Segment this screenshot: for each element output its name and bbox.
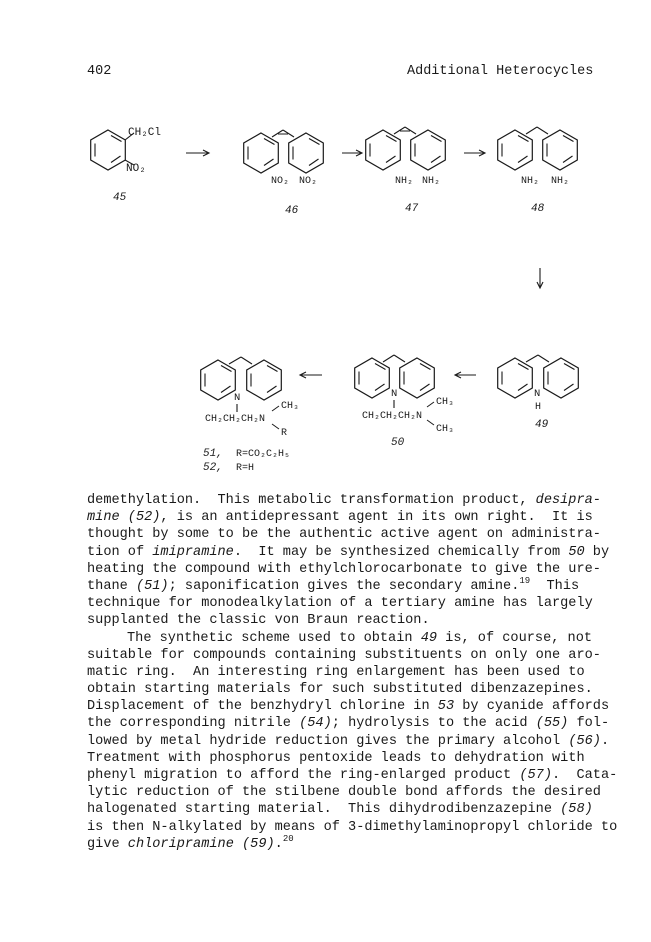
text-segment: (51)	[135, 578, 169, 594]
text-segment: is, of course, not	[437, 630, 593, 646]
text-segment: . It may be synthesized chemically from	[233, 544, 569, 560]
text-segment: thought by some to be the authentic active agent on administra-	[87, 527, 601, 543]
text-segment: (57)	[519, 768, 552, 783]
compound-legend	[203, 448, 290, 474]
c47-label: 47	[405, 203, 419, 215]
c50-label: 50	[391, 437, 405, 449]
compound-48	[498, 127, 578, 215]
c50-ch3-top: CH₃	[436, 397, 455, 408]
text-segment: phenyl migration to afford the ring-enlarged product	[87, 768, 520, 783]
legend-51-num: 51,	[203, 448, 223, 460]
text-segment: is then N-alkylated by means of 3-dimethylaminopropyl chloride to	[87, 819, 618, 835]
c51-ch3: CH₃	[281, 401, 300, 412]
text-segment: the corresponding nitrile	[87, 716, 300, 732]
compound-46	[244, 130, 324, 217]
c48-nh2-right: NH₂	[551, 176, 570, 187]
text-line	[87, 544, 610, 561]
text-line	[87, 664, 587, 681]
text-segment: ; saponification gives the secondary amine.	[168, 578, 520, 594]
text-segment: This	[530, 578, 580, 594]
text-segment: (54)	[299, 716, 332, 732]
text-segment: chloripramine (59)	[127, 836, 275, 852]
text-segment: halogenated starting material. This dihydrodibenzazepine	[87, 802, 561, 818]
c50-ch3-bottom: CH₃	[436, 424, 455, 435]
c49-h: H	[535, 402, 542, 413]
text-line	[87, 492, 601, 509]
c48-nh2-left: NH₂	[521, 176, 540, 187]
text-line	[87, 561, 601, 578]
c45-label: 45	[113, 192, 127, 204]
text-segment: . Cata-	[552, 768, 618, 783]
arrow-48-49	[537, 268, 543, 288]
text-segment: matic ring. An interesting ring enlargement has been used to	[87, 664, 585, 680]
c46-label: 46	[285, 205, 299, 217]
compound-51	[201, 357, 299, 439]
arrow-50-51	[300, 372, 322, 378]
text-segment: lytic reduction of the stilbene double bond affords the desired	[87, 785, 601, 801]
c51-r: R	[281, 428, 288, 439]
c47-nh2-left: NH₂	[395, 176, 414, 187]
footnote-ref: 20	[282, 833, 294, 844]
c50-chain: CH₂CH₂CH₂N	[362, 411, 423, 422]
arrow-47-48	[464, 150, 485, 156]
text-segment: lowed by metal hydride reduction gives the primary alcohol	[87, 733, 569, 749]
text-line	[87, 612, 587, 629]
text-segment: obtain starting materials for such substituted dibenzazepines.	[87, 682, 593, 698]
c49-n: N	[534, 388, 541, 400]
legend-51-def: R=CO₂C₂H₅	[236, 449, 291, 460]
text-segment: 53	[437, 699, 455, 715]
footnote-ref: 19	[519, 575, 531, 586]
text-segment: .	[274, 836, 283, 852]
text-segment: mine (52)	[87, 510, 161, 526]
text-segment: 49	[420, 630, 438, 646]
text-segment: desipra-	[535, 493, 601, 508]
text-segment: imipramine	[152, 544, 234, 560]
text-line	[87, 801, 593, 818]
c49-label: 49	[535, 419, 549, 431]
c50-n: N	[391, 388, 398, 400]
text-segment: demethylation. This metabolic transformation product,	[87, 493, 536, 508]
compound-45	[91, 127, 161, 204]
c51-n: N	[234, 392, 241, 404]
text-segment: by	[584, 544, 610, 560]
text-line	[87, 526, 601, 543]
text-segment: suitable for compounds containing substituents on only one aro-	[87, 647, 601, 663]
text-segment: Treatment with phosphorus pentoxide leads to dehydration with	[87, 750, 585, 766]
text-segment: , is an antidepressant agent in its own right. It is	[160, 510, 593, 526]
text-line	[87, 715, 610, 732]
text-line	[87, 509, 593, 526]
arrow-49-50	[455, 372, 476, 378]
c51-chain: CH₂CH₂CH₂N	[205, 414, 266, 425]
text-segment: tion of	[87, 544, 153, 560]
c47-nh2-right: NH₂	[422, 176, 441, 187]
text-line	[87, 575, 587, 595]
c48-label: 48	[531, 203, 545, 215]
text-segment: heating the compound with ethylchlorocarbonate to give the ure-	[87, 561, 601, 577]
text-line	[87, 698, 610, 715]
compound-47	[366, 127, 446, 215]
compound-50	[355, 355, 454, 449]
text-segment: (56)	[568, 733, 601, 749]
text-line	[87, 784, 601, 801]
running-title: Additional Heterocycles	[407, 64, 594, 79]
text-segment: give	[87, 836, 128, 852]
text-line	[87, 681, 593, 698]
text-segment: fol-	[568, 716, 610, 732]
text-segment: (55)	[535, 716, 569, 732]
text-segment: (58)	[560, 802, 593, 818]
text-line	[87, 630, 593, 647]
text-segment: .	[600, 733, 610, 749]
text-segment: Displacement of the benzhydryl chlorine in	[87, 699, 438, 715]
c45-no2: NO₂	[126, 163, 146, 175]
text-segment: supplanted the classic von Braun reaction.	[87, 613, 430, 629]
arrow-46-47	[342, 150, 362, 156]
text-segment: technique for monodealkylation of a tertiary amine has largely	[87, 596, 593, 612]
text-line	[87, 647, 601, 664]
page-number: 402	[87, 64, 112, 79]
text-segment: 50	[568, 544, 585, 560]
text-line	[87, 767, 618, 784]
compound-49	[498, 355, 579, 431]
text-segment: The synthetic scheme used to obtain	[127, 630, 421, 646]
text-line	[87, 733, 610, 750]
body-text	[87, 492, 618, 853]
legend-52-def: R=H	[236, 463, 255, 474]
text-line	[87, 595, 593, 612]
c46-no2-left: NO₂	[271, 176, 290, 187]
c46-no2-right: NO₂	[299, 176, 318, 187]
text-segment: thane	[87, 578, 136, 594]
text-line	[87, 819, 618, 836]
text-line	[87, 750, 587, 767]
text-line	[87, 833, 587, 853]
text-segment: by cyanide affords	[454, 699, 610, 715]
text-segment: ; hydrolysis to the acid	[331, 716, 536, 732]
arrow-45-46	[186, 150, 209, 156]
c45-ch2cl: CH₂Cl	[128, 127, 162, 139]
legend-52-num: 52,	[203, 462, 223, 474]
